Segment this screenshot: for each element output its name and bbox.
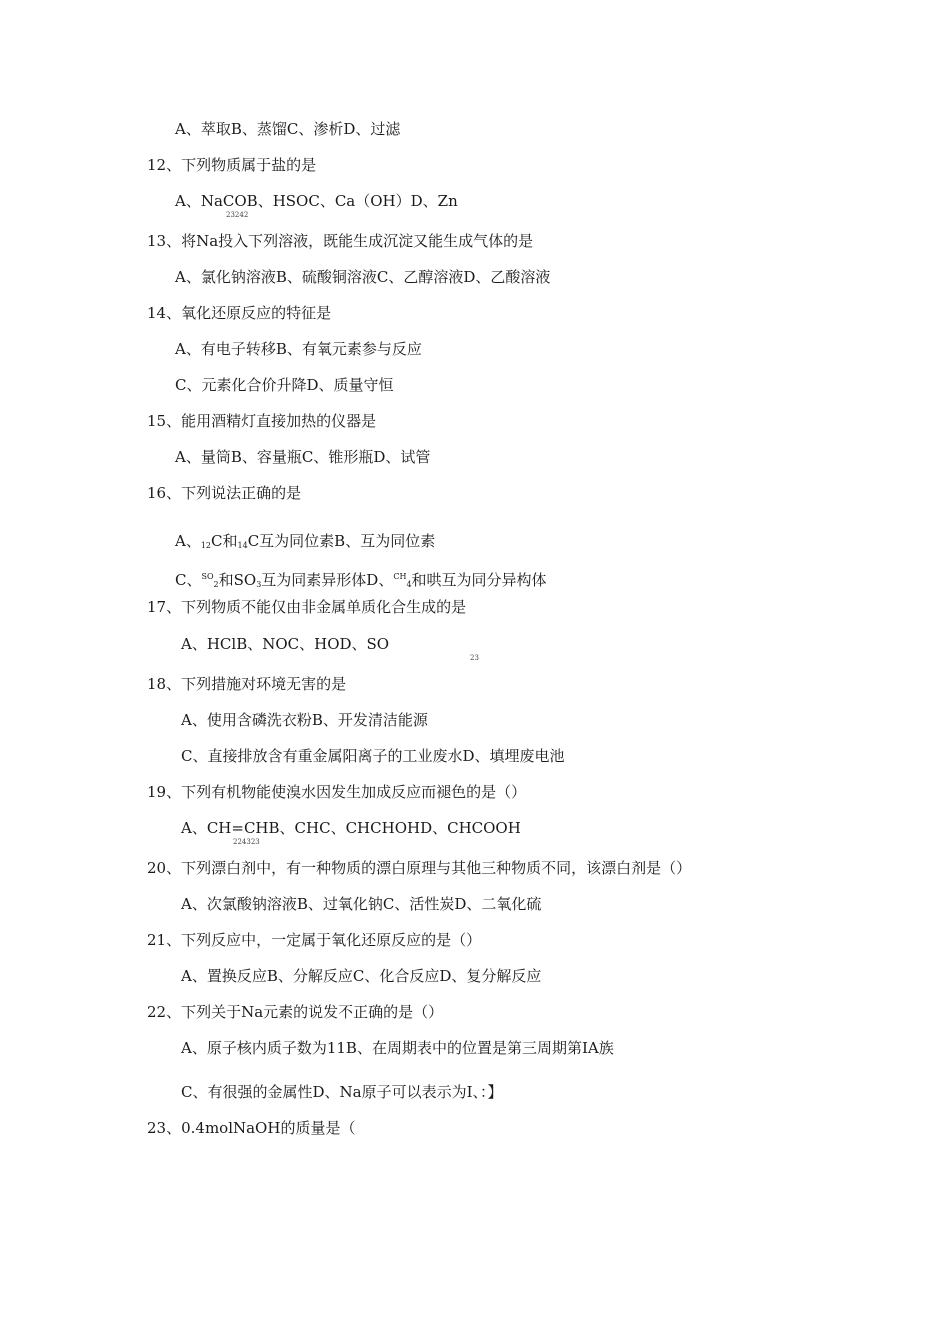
q12-subscripts: 23242 (226, 211, 249, 219)
q15-stem: 15、能用酒精灯直接加热的仪器是 (147, 412, 377, 430)
q14-options-cd: C、元素化合价升降D、质量守恒 (175, 376, 394, 394)
q23-stem: 23、0.4molNaOH的质量是（ (147, 1119, 356, 1137)
q19-stem: 19、下列有机物能使溴水因发生加成反应而褪色的是（） (147, 783, 527, 801)
q17-stem: 17、下列物质不能仅由非金属单质化合生成的是 (147, 598, 467, 616)
q20-options: A、次氯酸钠溶液B、过氧化钠C、活性炭D、二氧化硫 (181, 895, 542, 913)
q18-options-cd: C、直接排放含有重金属阳离子的工业废水D、填埋废电池 (181, 747, 565, 765)
q12-stem: 12、下列物质属于盐的是 (147, 156, 317, 174)
q22-options-cd: C、有很强的金属性D、Na原子可以表示为I、：】 (181, 1083, 503, 1101)
q14-stem: 14、氧化还原反应的特征是 (147, 304, 332, 322)
q13-options: A、氯化钠溶液B、硫酸铜溶液C、乙醇溶液D、乙酸溶液 (175, 268, 551, 286)
q13-stem: 13、将Na投入下列溶液，既能生成沉淀又能生成气体的是 (147, 232, 534, 250)
q16-options-ab: A、$_{12}$C和$_{14}$C互为同位素B、互为同位素 (175, 532, 436, 550)
q17-subscripts: 23 (470, 654, 479, 662)
q12-options: A、NaCOB、HSOC、Ca（OH）D、Zn (175, 192, 458, 210)
q11-options: A、萃取B、蒸馏C、渗析D、过滤 (175, 120, 401, 138)
q19-options: A、CH=CHB、CHC、CHCHOHD、CHCOOH (181, 819, 521, 837)
q21-options: A、置换反应B、分解反应C、化合反应D、复分解反应 (181, 967, 542, 985)
q21-stem: 21、下列反应中，一定属于氧化还原反应的是（） (147, 931, 482, 949)
q14-options-ab: A、有电子转移B、有氧元素参与反应 (175, 340, 422, 358)
q20-stem: 20、下列漂白剂中，有一种物质的漂白原理与其他三种物质不同，该漂白剂是（） (147, 859, 692, 877)
q18-stem: 18、下列措施对环境无害的是 (147, 675, 347, 693)
q19-subscripts: 224323 (233, 838, 260, 846)
q17-options: A、HClB、NOC、HOD、SO (181, 635, 390, 653)
q16-options-cd: C、$^{SO}_2$和$SO_3$互为同素异形体D、$^{CH}_4$和哄互为同分异构体 (175, 571, 547, 589)
q22-options-ab: A、原子核内质子数为11B、在周期表中的位置是第三周期第IA族 (181, 1039, 614, 1057)
q22-stem: 22、下列关于Na元素的说发不正确的是（） (147, 1003, 444, 1021)
q15-options: A、量筒B、容量瓶C、锥形瓶D、试管 (175, 448, 431, 466)
q16-stem: 16、下列说法正确的是 (147, 484, 302, 502)
q18-options-ab: A、使用含磷洗衣粉B、开发清洁能源 (181, 711, 428, 729)
